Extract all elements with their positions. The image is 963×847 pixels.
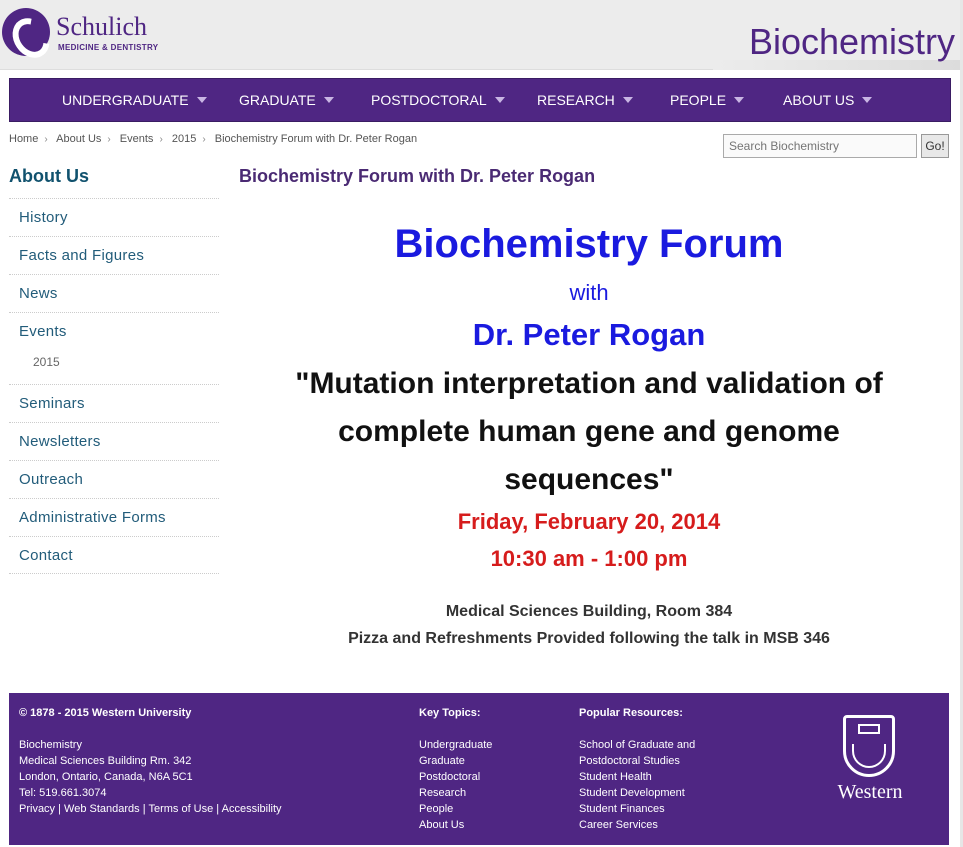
- sidebar-item-history[interactable]: History: [9, 198, 219, 236]
- footer-legal-links: Privacy | Web Standards | Terms of Use | Accessibility: [19, 803, 282, 815]
- sidebar-item-administrative-forms[interactable]: Administrative Forms: [9, 498, 219, 536]
- footer-key-topics: [419, 705, 492, 833]
- accessibility-link[interactable]: Accessibility: [221, 803, 282, 815]
- footer-link-graduate-school[interactable]: School of Graduate and: [579, 739, 696, 751]
- footer-link-student-development[interactable]: Student Development: [579, 787, 685, 799]
- footer-link-people[interactable]: People: [419, 803, 454, 815]
- main-nav: [9, 78, 951, 122]
- sidebar-item-facts-and-figures[interactable]: Facts and Figures: [9, 236, 219, 274]
- footer-link-graduate-school[interactable]: Postdoctoral Studies: [579, 755, 680, 767]
- event-date: Friday, February 20, 2014: [457, 509, 721, 534]
- nav-item-about-us[interactable]: [783, 79, 872, 121]
- chevron-right-icon: ›: [44, 134, 48, 145]
- footer-phone: Tel: 519.661.3074: [19, 787, 107, 799]
- terms-of-use-link[interactable]: Terms of Use: [148, 803, 214, 815]
- chevron-down-icon: [324, 97, 334, 103]
- sidebar-nav: [9, 198, 219, 574]
- nav-label: POSTDOCTORAL: [371, 92, 487, 108]
- nav-item-people[interactable]: [670, 79, 744, 121]
- nav-label: GRADUATE: [239, 92, 316, 108]
- schulich-logo[interactable]: [2, 8, 162, 60]
- department-title[interactable]: Biochemistry: [748, 21, 955, 62]
- event-location: Medical Sciences Building, Room 384: [445, 603, 733, 620]
- footer-address-line: Medical Sciences Building Rm. 342: [19, 755, 192, 767]
- event-speaker: Dr. Peter Rogan: [472, 317, 706, 352]
- shield-crest: [858, 724, 880, 734]
- footer-copyright: © 1878 - 2015 Western University: [19, 707, 192, 719]
- sidebar-item-seminars[interactable]: Seminars: [9, 384, 219, 422]
- nav-label: UNDERGRADUATE: [62, 92, 189, 108]
- sidebar-item-news[interactable]: News: [9, 274, 219, 312]
- chevron-down-icon: [623, 97, 633, 103]
- western-logo[interactable]: [827, 715, 913, 815]
- breadcrumb-current: Biochemistry Forum with Dr. Peter Rogan: [214, 133, 418, 145]
- site-footer: [9, 693, 949, 845]
- logo-title: Schulich: [56, 12, 147, 41]
- nav-item-postdoctoral[interactable]: [371, 79, 505, 121]
- event-note: Pizza and Refreshments Provided following the talk in MSB 346: [348, 630, 830, 647]
- chevron-down-icon: [862, 97, 872, 103]
- breadcrumb-home[interactable]: Home: [9, 133, 39, 145]
- sidebar-item-events[interactable]: Events: [9, 312, 219, 350]
- western-shield-icon: [843, 715, 895, 777]
- sidebar-item-contact[interactable]: Contact: [9, 536, 219, 574]
- nav-item-research[interactable]: [537, 79, 633, 121]
- event-with: with: [569, 280, 609, 305]
- sidebar-item-newsletters[interactable]: Newsletters: [9, 422, 219, 460]
- schulich-s-icon: [2, 8, 50, 56]
- chevron-right-icon: ›: [107, 134, 111, 145]
- footer-resources: [579, 705, 695, 833]
- chevron-down-icon: [495, 97, 505, 103]
- footer-link-undergraduate[interactable]: Undergraduate: [419, 739, 493, 751]
- nav-label: RESEARCH: [537, 92, 615, 108]
- footer-link-career-services[interactable]: Career Services: [579, 819, 658, 831]
- chevron-down-icon: [197, 97, 207, 103]
- breadcrumb-about-us[interactable]: About Us: [56, 133, 102, 145]
- nav-label: ABOUT US: [783, 92, 855, 108]
- site-header: [0, 0, 963, 70]
- web-standards-link[interactable]: Web Standards: [64, 803, 140, 815]
- chevron-right-icon: ›: [202, 134, 206, 145]
- nav-item-undergraduate[interactable]: [62, 79, 207, 121]
- nav-label: PEOPLE: [670, 92, 727, 108]
- resources-heading: Popular Resources:: [579, 707, 683, 719]
- logo-subtitle: MEDICINE & DENTISTRY: [58, 43, 159, 52]
- chevron-right-icon: ›: [159, 134, 163, 145]
- breadcrumb: [9, 133, 417, 145]
- search-input[interactable]: [723, 134, 917, 158]
- footer-link-postdoctoral[interactable]: Postdoctoral: [419, 771, 481, 783]
- footer-contact: [19, 705, 282, 817]
- sidebar-subitem-2015[interactable]: 2015: [33, 355, 60, 369]
- footer-address-line: Biochemistry: [19, 739, 82, 751]
- key-topics-heading: Key Topics:: [419, 707, 481, 719]
- breadcrumb-2015[interactable]: 2015: [171, 133, 197, 145]
- sidebar-title: About Us: [9, 166, 89, 186]
- footer-link-research[interactable]: Research: [419, 787, 467, 799]
- chevron-down-icon: [734, 97, 744, 103]
- footer-link-student-finances[interactable]: Student Finances: [579, 803, 665, 815]
- sidebar-item-outreach[interactable]: Outreach: [9, 460, 219, 498]
- breadcrumb-events[interactable]: Events: [119, 133, 154, 145]
- footer-link-student-health[interactable]: Student Health: [579, 771, 652, 783]
- shield-base: [852, 744, 886, 768]
- page-title: Biochemistry Forum with Dr. Peter Rogan: [239, 166, 596, 186]
- nav-item-graduate[interactable]: [239, 79, 334, 121]
- privacy-link[interactable]: Privacy: [19, 803, 56, 815]
- search-button[interactable]: Go!: [921, 134, 949, 158]
- footer-link-graduate[interactable]: Graduate: [419, 755, 465, 767]
- event-talk-title: "Mutation interpretation and validation of complete human gene and genome sequences": [295, 367, 883, 496]
- footer-address-line: London, Ontario, Canada, N6A 5C1: [19, 771, 193, 783]
- event-title: Biochemistry Forum: [394, 222, 784, 266]
- footer-link-about-us[interactable]: About Us: [419, 819, 465, 831]
- event-time: 10:30 am - 1:00 pm: [490, 546, 688, 571]
- western-wordmark: Western: [837, 781, 903, 803]
